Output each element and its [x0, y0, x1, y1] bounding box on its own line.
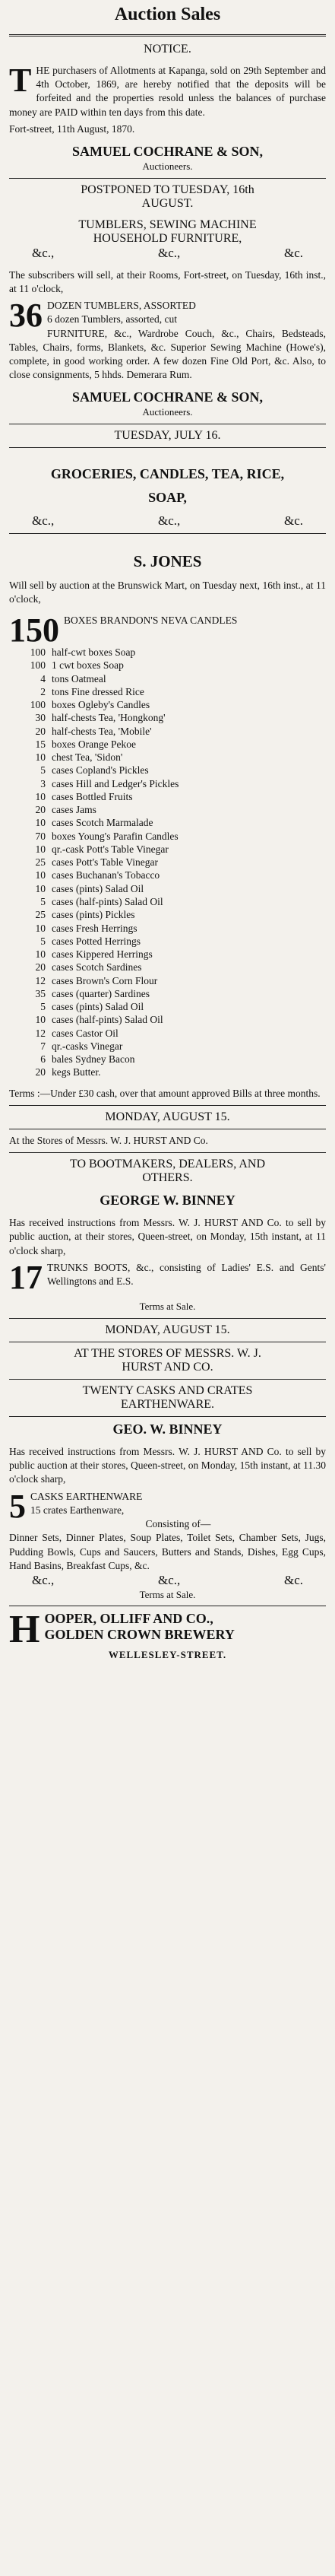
- postponed-ad: [9, 183, 326, 419]
- notice-heading: NOTICE.: [144, 43, 191, 56]
- item-quantity: 12: [35, 1027, 46, 1039]
- item-quantity: 4: [40, 672, 46, 684]
- item-description: half-chests Tea, 'Mobile': [52, 725, 152, 737]
- item-description: cases (pints) Salad Oil: [52, 1001, 144, 1013]
- binney2-line-3: Consisting of—: [145, 1518, 211, 1530]
- item-quantity: 5: [40, 935, 46, 947]
- item-description: cases (pints) Salad Oil: [52, 882, 144, 894]
- item-quantity: 10: [35, 751, 46, 764]
- item-quantity: 5: [40, 1001, 46, 1013]
- jones-heading-2: SOAP,: [148, 489, 187, 505]
- etc-3: &c.: [283, 1572, 303, 1587]
- etc-3: &c.: [283, 513, 303, 528]
- item-quantity: 10: [35, 882, 46, 894]
- list-item: [9, 961, 326, 974]
- binney1-auctioneer: GEORGE W. BINNEY: [100, 1193, 235, 1209]
- item-description: qr.-casks Vinegar: [52, 1040, 123, 1052]
- notice-dropcap: T: [9, 62, 32, 99]
- item-description: kegs Butter.: [52, 1066, 101, 1078]
- notice-role: Auctioneers.: [142, 160, 193, 173]
- binney2-sub-1: TWENTY CASKS AND CRATES: [82, 1383, 253, 1397]
- binney2-line-1: CASKS EARTHENWARE: [30, 1490, 143, 1502]
- postponed-body: FURNITURE, &c., Wardrobe Couch, &c., Chairs, Bedsteads, Tables, Chairs, forms, Blankets, &c. Superior Sewing Machine (Howe's), complete, in good working order. A few dozen Fine Old Port, &c. Also, to close consignments, 5 hhds. Demerara Rum.: [9, 327, 326, 381]
- list-item: [9, 659, 326, 672]
- binney2-sub-2: EARTHENWARE.: [120, 1397, 215, 1411]
- binney2-list-block: [9, 1487, 326, 1532]
- list-item: [9, 948, 326, 961]
- item-description: cases Hill and Ledger's Pickles: [52, 777, 179, 789]
- jones-date: TUESDAY, JULY 16.: [114, 428, 221, 442]
- item-description: cases Jams: [52, 804, 96, 816]
- item-description: cases (pints) Pickles: [52, 909, 135, 921]
- item-description: qr.-cask Pott's Table Vinegar: [52, 843, 169, 855]
- divider: [9, 533, 326, 534]
- item-description: 1 cwt boxes Soap: [52, 659, 124, 672]
- postponed-dropnum: 36: [9, 297, 43, 335]
- list-item: [9, 843, 326, 856]
- notice-body: HE purchasers of Allotments at Kapanga, sold on 29th September and 4th October, 1869, are hereby notified that the deposits will be forfeited and the properties resold unless the balances of purchase money are PAID within ten days from this date.: [9, 65, 326, 118]
- list-item: [9, 1027, 326, 1040]
- jones-item-list: [9, 646, 326, 1079]
- etc-1: &c.,: [32, 245, 55, 260]
- item-quantity: 10: [35, 790, 46, 802]
- binney2-date: MONDAY, AUGUST 15.: [105, 1323, 230, 1336]
- postponed-heading-2: AUGUST.: [141, 196, 194, 210]
- list-item: [9, 764, 326, 777]
- list-item: [9, 1000, 326, 1013]
- item-description: cases Copland's Pickles: [52, 764, 149, 777]
- divider: [9, 1379, 326, 1380]
- postponed-intro: The subscribers will sell, at their Rooms, Fort-street, on Tuesday, 16th inst., at 11 o'clock,: [9, 268, 326, 294]
- item-description: cases Bottled Fruits: [52, 790, 133, 802]
- jones-heading-1: GROCERIES, CANDLES, TEA, RICE,: [50, 465, 285, 481]
- notice-firm: SAMUEL COCHRANE & SON,: [71, 144, 264, 160]
- item-description: chest Tea, 'Sidon': [52, 751, 123, 764]
- binney1-heading-1: TO BOOTMAKERS, DEALERS, AND: [69, 1158, 266, 1171]
- binney1-terms: Terms at Sale.: [139, 1301, 196, 1313]
- hooper-dropcap: H: [9, 1608, 40, 1652]
- item-description: tons Fine dressed Rice: [52, 685, 144, 697]
- page-title: Auction Sales: [114, 5, 221, 24]
- divider: [9, 1318, 326, 1319]
- binney-boots-ad: [9, 1110, 326, 1313]
- item-quantity: 25: [35, 909, 46, 921]
- item-quantity: 6: [40, 1053, 46, 1066]
- item-description: half-cwt boxes Soap: [52, 646, 136, 658]
- item-quantity: 100: [30, 659, 46, 672]
- notice-date-line: Fort-street, 11th August, 1870.: [9, 122, 135, 135]
- postponed-list-block: [9, 299, 326, 382]
- list-item: [9, 725, 326, 738]
- jones-lead: BOXES BRANDON'S NEVA CANDLES: [64, 615, 238, 627]
- item-quantity: 25: [35, 856, 46, 869]
- list-item: [9, 751, 326, 764]
- item-quantity: 10: [35, 817, 46, 829]
- item-description: cases Buchanan's Tobacco: [52, 869, 160, 881]
- jones-intro: Will sell by auction at the Brunswick Mart, on Tuesday next, 16th inst., at 11 o'clock,: [9, 579, 326, 605]
- list-item: [9, 816, 326, 829]
- item-quantity: 20: [35, 1066, 46, 1078]
- list-item: [9, 895, 326, 908]
- postponed-firm: SAMUEL COCHRANE & SON,: [71, 389, 264, 405]
- item-quantity: 10: [35, 948, 46, 961]
- list-item: [9, 698, 326, 711]
- list-item: [9, 1066, 326, 1078]
- list-item: [9, 987, 326, 1000]
- item-quantity: 10: [35, 922, 46, 934]
- binney2-dropnum: 5: [9, 1487, 26, 1525]
- binney1-intro: Has received instructions from Messrs. W. J. HURST AND Co. to sell by public auction, at their stores, Queen-street, on Monday, 15th instant, at 11 o'clock sharp,: [9, 1217, 326, 1256]
- list-item: [9, 777, 326, 790]
- binney1-date: MONDAY, AUGUST 15.: [105, 1110, 230, 1123]
- jones-dropnum: 150: [9, 611, 59, 650]
- item-description: cases Potted Herrings: [52, 935, 141, 947]
- item-description: boxes Orange Pekoe: [52, 738, 136, 750]
- item-quantity: 20: [35, 961, 46, 974]
- postponed-heading-1: POSTPONED TO TUESDAY, 16th: [81, 183, 254, 196]
- list-item: [9, 974, 326, 987]
- postponed-role: Auctioneers.: [142, 406, 193, 418]
- etc-1: &c.,: [32, 513, 55, 528]
- item-quantity: 5: [40, 764, 46, 777]
- item-description: cases (half-pints) Salad Oil: [52, 1014, 163, 1026]
- binney2-auctioneer: GEO. W. BINNEY: [112, 1421, 223, 1437]
- item-description: half-chests Tea, 'Hongkong': [52, 712, 166, 724]
- binney2-line-2: 15 crates Earthenware,: [30, 1504, 125, 1516]
- item-quantity: 7: [40, 1040, 46, 1052]
- binney2-intro: Has received instructions from Messrs. W. J. HURST AND Co. to sell by public auction at their stores, Queen-street, on Monday, 15th instant, at 11.30 o'clock sharp,: [9, 1445, 326, 1485]
- list-item: [9, 803, 326, 816]
- etc-1: &c.,: [32, 1572, 55, 1587]
- divider: [9, 447, 326, 448]
- etc-2: &c.,: [157, 513, 181, 528]
- list-item: [9, 1040, 326, 1053]
- binney2-terms: Terms at Sale.: [139, 1588, 196, 1600]
- hooper-block: [9, 1608, 326, 1652]
- binney1-venue: At the Stores of Messrs. W. J. HURST AND Co.: [9, 1134, 208, 1146]
- item-quantity: 35: [35, 987, 46, 999]
- jones-ad: [9, 429, 326, 1101]
- postponed-sub-2: HOUSEHOLD FURNITURE,: [93, 231, 242, 245]
- divider: [9, 1416, 326, 1417]
- postponed-etc-row: [9, 246, 326, 261]
- item-quantity: 20: [35, 804, 46, 816]
- item-quantity: 12: [35, 974, 46, 986]
- item-quantity: 10: [35, 1014, 46, 1026]
- item-description: cases Castor Oil: [52, 1027, 119, 1039]
- binney1-line-1: TRUNKS BOOTS, &c., consisting of Ladies' E.S. and Gents' Wellingtons and E.S.: [47, 1261, 326, 1288]
- item-description: cases Scotch Sardines: [52, 961, 142, 974]
- item-quantity: 10: [35, 869, 46, 881]
- list-item: [9, 672, 326, 685]
- list-item: [9, 685, 326, 698]
- item-quantity: 15: [35, 738, 46, 750]
- list-item: [9, 1053, 326, 1066]
- postponed-line-1: DOZEN TUMBLERS, ASSORTED: [47, 300, 196, 312]
- jones-lead-block: [9, 611, 326, 650]
- item-description: cases Kippered Herrings: [52, 948, 153, 961]
- notice-ad: [9, 43, 326, 173]
- hooper-line-3: WELLESLEY-STREET.: [108, 1649, 227, 1661]
- item-quantity: 2: [40, 685, 46, 697]
- hooper-ad: [9, 1608, 326, 1661]
- postponed-line-2: 6 dozen Tumblers, assorted, cut: [47, 313, 177, 326]
- item-quantity: 5: [40, 896, 46, 908]
- jones-terms: Terms :—Under £30 cash, over that amount approved Bills at three months.: [9, 1087, 321, 1099]
- divider: [9, 1105, 326, 1106]
- list-item: [9, 1013, 326, 1026]
- list-item: [9, 830, 326, 843]
- hooper-line-1: OOPER, OLLIFF AND CO.,: [44, 1611, 213, 1627]
- item-description: cases Pott's Table Vinegar: [52, 856, 159, 869]
- item-description: cases (half-pints) Salad Oil: [52, 896, 163, 908]
- binney2-etc-row: [9, 1573, 326, 1588]
- postponed-sub-1: TUMBLERS, SEWING MACHINE: [78, 218, 257, 231]
- binney-earthenware-ad: [9, 1323, 326, 1602]
- item-description: cases (quarter) Sardines: [52, 987, 150, 999]
- item-quantity: 10: [35, 843, 46, 855]
- item-description: cases Fresh Herrings: [52, 922, 137, 934]
- item-quantity: 100: [30, 699, 46, 711]
- list-item: [9, 790, 326, 803]
- list-item: [9, 738, 326, 751]
- list-item: [9, 869, 326, 881]
- item-description: boxes Young's Parafin Candles: [52, 830, 179, 842]
- etc-2: &c.,: [157, 1572, 181, 1587]
- divider: [9, 178, 326, 179]
- jones-etc-row: [9, 513, 326, 529]
- etc-2: &c.,: [157, 245, 181, 260]
- divider: [9, 1152, 326, 1153]
- divider: [9, 34, 326, 37]
- binney1-dropnum: 17: [9, 1258, 43, 1296]
- list-item: [9, 856, 326, 869]
- item-description: cases Brown's Corn Flour: [52, 974, 158, 986]
- binney2-heading-1: AT THE STORES OF MESSRS. W. J.: [74, 1346, 261, 1360]
- item-description: tons Oatmeal: [52, 672, 106, 684]
- binney1-heading-2: OTHERS.: [142, 1171, 193, 1185]
- item-description: boxes Ogleby's Candles: [52, 699, 150, 711]
- notice-body-block: [9, 64, 326, 119]
- item-quantity: 30: [35, 712, 46, 724]
- list-item: [9, 908, 326, 921]
- item-quantity: 70: [35, 830, 46, 842]
- list-item: [9, 922, 326, 935]
- list-item: [9, 711, 326, 724]
- list-item: [9, 882, 326, 895]
- item-description: bales Sydney Bacon: [52, 1053, 135, 1066]
- binney2-body: Dinner Sets, Dinner Plates, Soup Plates, Toilet Sets, Chamber Sets, Jugs, Pudding Bowls, Cups and Saucers, Butters and Stands, Dishes, Egg Cups, Hand Basins, Breakfast Cups, &c.: [9, 1532, 326, 1571]
- list-item: [9, 935, 326, 948]
- jones-auctioneer: S. JONES: [133, 551, 202, 570]
- etc-3: &c.: [283, 245, 303, 260]
- binney2-heading-2: HURST AND CO.: [122, 1360, 213, 1374]
- item-quantity: 3: [40, 777, 46, 789]
- item-description: cases Scotch Marmalade: [52, 817, 153, 829]
- item-quantity: 20: [35, 725, 46, 737]
- item-quantity: 100: [30, 646, 46, 658]
- binney1-list-block: [9, 1258, 326, 1296]
- hooper-line-2: GOLDEN CROWN BREWERY: [44, 1627, 235, 1643]
